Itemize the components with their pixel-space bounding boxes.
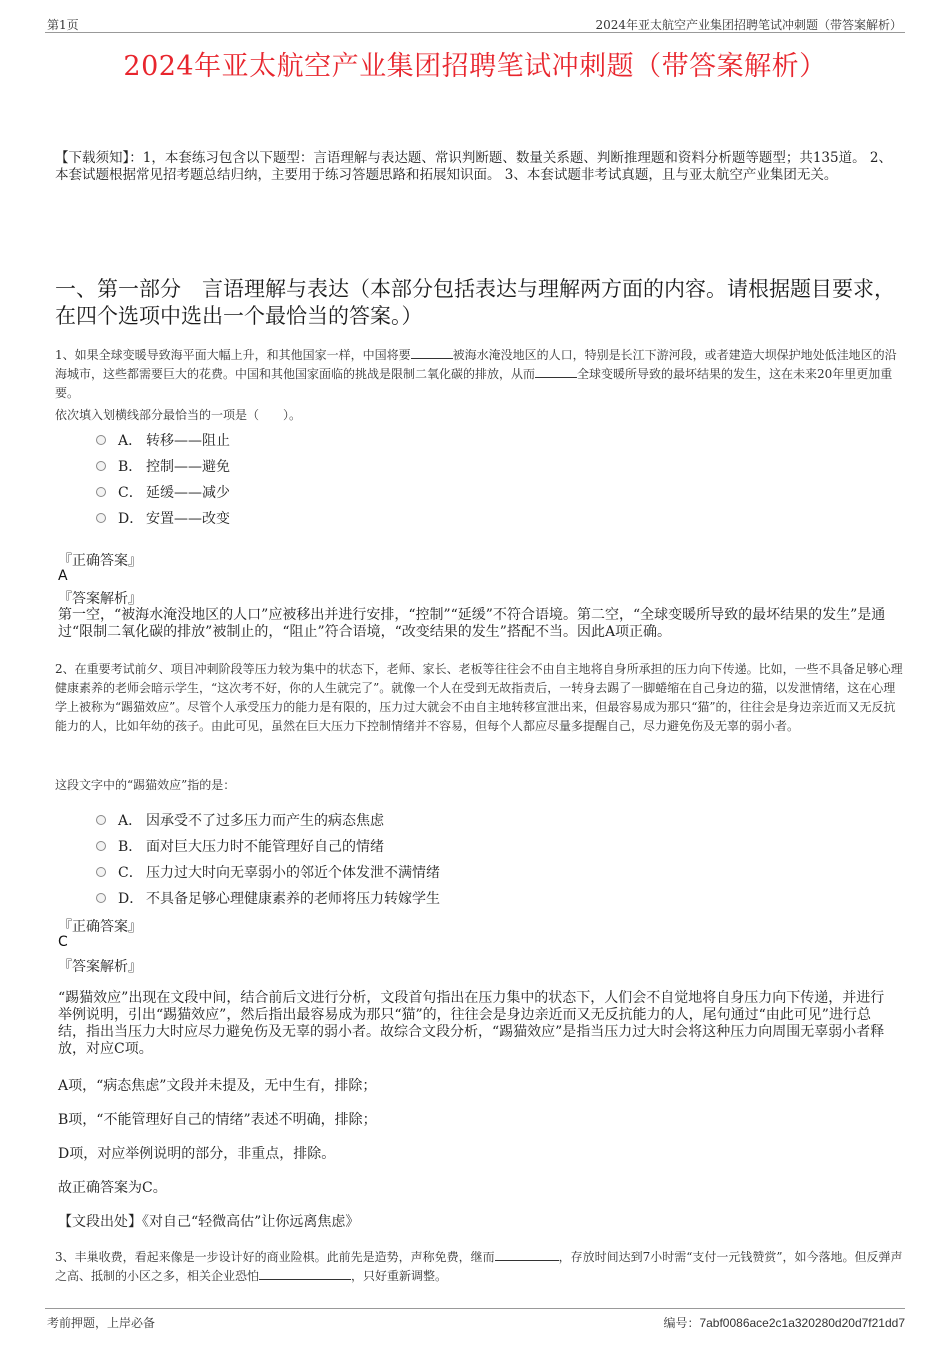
radio-icon[interactable]: [96, 893, 106, 903]
footer-slogan: 考前押题，上岸必备: [47, 1316, 156, 1330]
question-2-analysis-a: A项，“病态焦虑”文段并未提及，无中生有，排除；: [58, 1078, 377, 1094]
page-title: 2024年亚太航空产业集团招聘笔试冲刺题（带答案解析）: [123, 51, 827, 82]
radio-icon[interactable]: [96, 815, 106, 825]
footer-code: 编号：7abf0086ace2c1a320280d20d7f21dd7: [663, 1316, 905, 1330]
question-2-analysis: “踢猫效应”出现在文段中间，结合前后文进行分析，文段首句指出在压力集中的状态下，人们会不自觉地将自身压力向下传递，并进行举例说明，引出“踢猫效应”，然后指出最容易成为那只“猫”的，往往会是身边亲近而又无反抗能力的人，尾句通过“由此可见”进行总结，指出当压力大时应尽力避免伤及无辜的弱小者。故综合文段分析，“踢猫效应”是指当压力过大时会将这种压力向周围无辜弱小者释放，对应C项。: [58, 990, 885, 1057]
question-1-option-d[interactable]: D． 安置——改变: [96, 508, 230, 528]
question-2-conclusion: 故正确答案为C。: [58, 1180, 167, 1196]
question-2-option-a[interactable]: A． 因承受不了过多压力而产生的病态焦虑: [96, 810, 384, 830]
blank-1: [495, 1260, 559, 1261]
question-2-correct-label: 『正确答案』: [58, 919, 142, 935]
question-1-option-a[interactable]: A． 转移——阻止: [96, 430, 230, 450]
question-2-source: 【文段出处】《对自己“轻微高估”让你远离焦虑》: [58, 1214, 360, 1230]
question-1-prompt: 依次填入划横线部分最恰当的一项是（ ）。: [55, 408, 302, 422]
question-2-option-b[interactable]: B． 面对巨大压力时不能管理好自己的情绪: [96, 836, 384, 856]
radio-icon[interactable]: [96, 841, 106, 851]
radio-icon[interactable]: [96, 513, 106, 523]
question-1-analysis: 第一空，“被海水淹没地区的人口”应被移出并进行安排，“控制”“延缓”不符合语境。第二空，“全球变暖所导致的最坏结果的发生”是通过“限制二氧化碳的排放”被制止的，“阻止”符合语境，“改变结果的发生”搭配不当。因此A项正确。: [58, 607, 886, 640]
question-2-prompt: 这段文字中的“踢猫效应”指的是：: [55, 778, 236, 792]
question-3-stem: 3、丰巢收费，看起来像是一步设计好的商业险棋。此前先是造势，声称免费，继而 ，存放时间达到7小时需“支付一元钱赞赏”，如今落地。但反弹声之高、抵制的小区之多，相关企业恐怕 ，只好重新调整。: [55, 1250, 903, 1283]
blank-1: [411, 358, 453, 359]
footer-divider: [45, 1308, 905, 1309]
question-2-option-c[interactable]: C． 压力过大时向无辜弱小的邻近个体发泄不满情绪: [96, 862, 440, 882]
section-heading: 一、第一部分 言语理解与表达（本部分包括表达与理解两方面的内容。请根据题目要求，在四个选项中选出一个最恰当的答案。）: [55, 277, 895, 328]
question-1-option-c[interactable]: C． 延缓——减少: [96, 482, 230, 502]
blank-2: [259, 1279, 351, 1280]
question-1-correct-label: 『正确答案』: [58, 553, 142, 569]
radio-icon[interactable]: [96, 487, 106, 497]
question-1-option-b[interactable]: B． 控制——避免: [96, 456, 230, 476]
question-2-analysis-d: D项，对应举例说明的部分，非重点，排除。: [58, 1146, 336, 1162]
question-2-analysis-label: 『答案解析』: [58, 959, 142, 975]
question-2-analysis-b: B项，“不能管理好自己的情绪”表述不明确，排除；: [58, 1112, 377, 1128]
header-divider: [45, 32, 905, 33]
question-1-stem: 1、如果全球变暖导致海平面大幅上升，和其他国家一样，中国将要 被海水淹没地区的人口，特别是长江下游河段，或者建造大坝保护地处低洼地区的沿海城市，这些都需要巨大的花费。中国和其他国家面临的挑战是限制二氧化碳的排放，从而 全球变暖所导致的最坏结果的发生，这在未来20年里更加重要。: [55, 348, 897, 400]
question-2-answer: C: [58, 934, 68, 950]
question-2-option-d[interactable]: D． 不具备足够心理健康素养的老师将压力转嫁学生: [96, 888, 440, 908]
header-doc-title: 2024年亚太航空产业集团招聘笔试冲刺题（带答案解析）: [595, 18, 902, 32]
radio-icon[interactable]: [96, 867, 106, 877]
page-number: 第1页: [47, 18, 79, 32]
radio-icon[interactable]: [96, 435, 106, 445]
blank-2: [535, 377, 577, 378]
question-1-analysis-label: 『答案解析』: [58, 591, 142, 607]
radio-icon[interactable]: [96, 461, 106, 471]
question-1-answer: A: [58, 568, 68, 584]
download-notice: 【下载须知】：1，本套练习包含以下题型：言语理解与表达题、常识判断题、数量关系题、判断推理题和资料分析题等题型；共135道。 2、本套试题根据常见招考题总结归纳，主要用于练习答题思路和拓展知识面。 3、本套试题非考试真题，且与亚太航空产业集团无关。: [55, 150, 892, 183]
question-2-stem: 2、在重要考试前夕、项目冲刺阶段等压力较为集中的状态下，老师、家长、老板等往往会不由自主地将自身所承担的压力向下传递。比如，一些不具备足够心理健康素养的老师会暗示学生，“这次考不好，你的人生就完了”。就像一个人在受到无故指责后，一转身去踢了一脚蜷缩在自己身边的猫，以发泄情绪，这在心理学上被称为“踢猫效应”。尽管个人承受压力的能力是有限的，压力过大就会不由自主地转移宣泄出来，但最容易成为那只“猫”的，往往会是身边亲近而又无反抗能力的人，比如年幼的孩子。由此可见，虽然在巨大压力下控制情绪并不容易，但每个人都应尽量多提醒自己，尽力避免伤及无辜的弱小者。: [55, 662, 903, 733]
